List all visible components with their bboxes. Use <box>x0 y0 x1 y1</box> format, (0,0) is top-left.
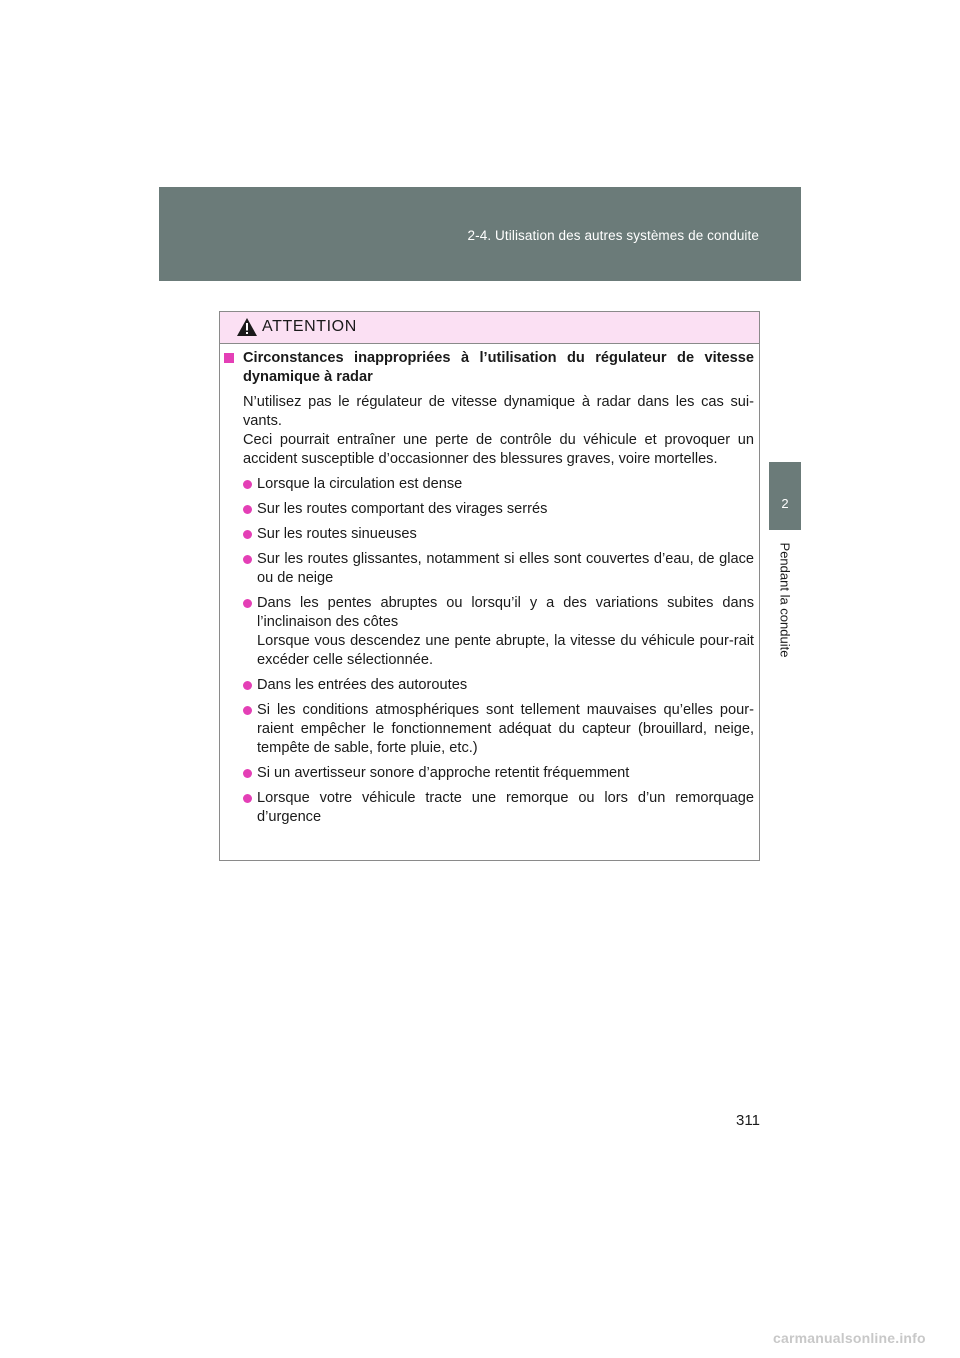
list-item-text: Sur les routes sinueuses <box>257 526 417 542</box>
list-item <box>224 764 754 783</box>
list-item-extra: Lorsque vous descendez une pente abrupte, la vitesse du véhicule pour-rait excéder celle sélectionnée. <box>257 633 754 668</box>
list-item-text: Si un avertisseur sonore d’approche retentit fréquemment <box>257 765 630 781</box>
list-item <box>224 550 754 588</box>
list-item-text: Lorsque votre véhicule tracte une remorque ou lors d’un remorquage d’urgence <box>257 790 754 825</box>
section-heading-text: Circonstances inappropriées à l’utilisation du régulateur de vitesse dynamique à radar <box>243 350 754 385</box>
intro-paragraph <box>224 393 754 469</box>
bullet-dot-icon <box>243 599 252 608</box>
square-bullet-icon <box>224 353 234 363</box>
bullet-dot-icon <box>243 505 252 514</box>
list-item-text: Dans les pentes abruptes ou lorsqu’il y a des variations subites dans l’inclinaison des côtes <box>257 595 754 630</box>
list-item <box>224 594 754 670</box>
section-title: 2-4. Utilisation des autres systèmes de conduite <box>467 228 759 243</box>
bullet-dot-icon <box>243 530 252 539</box>
list-item-text: Si les conditions atmosphériques sont tellement mauvaises qu’elles pour-raient empêcher le fonctionnement adéquat du capteur (brouillard, neige, tempête de sable, forte pluie, etc.) <box>257 702 754 756</box>
warning-title: ATTENTION <box>262 318 357 335</box>
warning-body <box>224 349 754 833</box>
list-item <box>224 525 754 544</box>
warning-header <box>220 312 759 344</box>
chapter-label: Pendant la conduite <box>777 542 793 658</box>
list-item <box>224 475 754 494</box>
list-item <box>224 676 754 695</box>
bullet-list <box>224 475 754 827</box>
section-heading <box>224 349 754 387</box>
list-item-text: Sur les routes glissantes, notamment si elles sont couvertes d’eau, de glace ou de neige <box>257 551 754 586</box>
intro-line: Ceci pourrait entraîner une perte de contrôle du véhicule et provoquer un accident susceptible d’occasionner des blessures graves, voire mortelles. <box>243 432 754 467</box>
list-item-text: Dans les entrées des autoroutes <box>257 677 468 693</box>
warning-triangle-icon <box>236 317 258 342</box>
header-band <box>159 187 801 281</box>
list-item <box>224 500 754 519</box>
warning-box <box>219 311 760 861</box>
bullet-dot-icon <box>243 794 252 803</box>
list-item <box>224 789 754 827</box>
bullet-dot-icon <box>243 769 252 778</box>
chapter-tab <box>769 462 801 530</box>
list-item <box>224 701 754 758</box>
bullet-dot-icon <box>243 480 252 489</box>
bullet-dot-icon <box>243 706 252 715</box>
intro-line: N’utilisez pas le régulateur de vitesse dynamique à radar dans les cas sui-vants. <box>243 394 754 429</box>
bullet-dot-icon <box>243 555 252 564</box>
list-item-text: Lorsque la circulation est dense <box>257 476 463 492</box>
list-item-text: Sur les routes comportant des virages serrés <box>257 501 548 517</box>
page-number: 311 <box>736 1112 760 1129</box>
bullet-dot-icon <box>243 681 252 690</box>
chapter-number: 2 <box>781 496 789 511</box>
watermark: carmanualsonline.info <box>773 1330 926 1346</box>
